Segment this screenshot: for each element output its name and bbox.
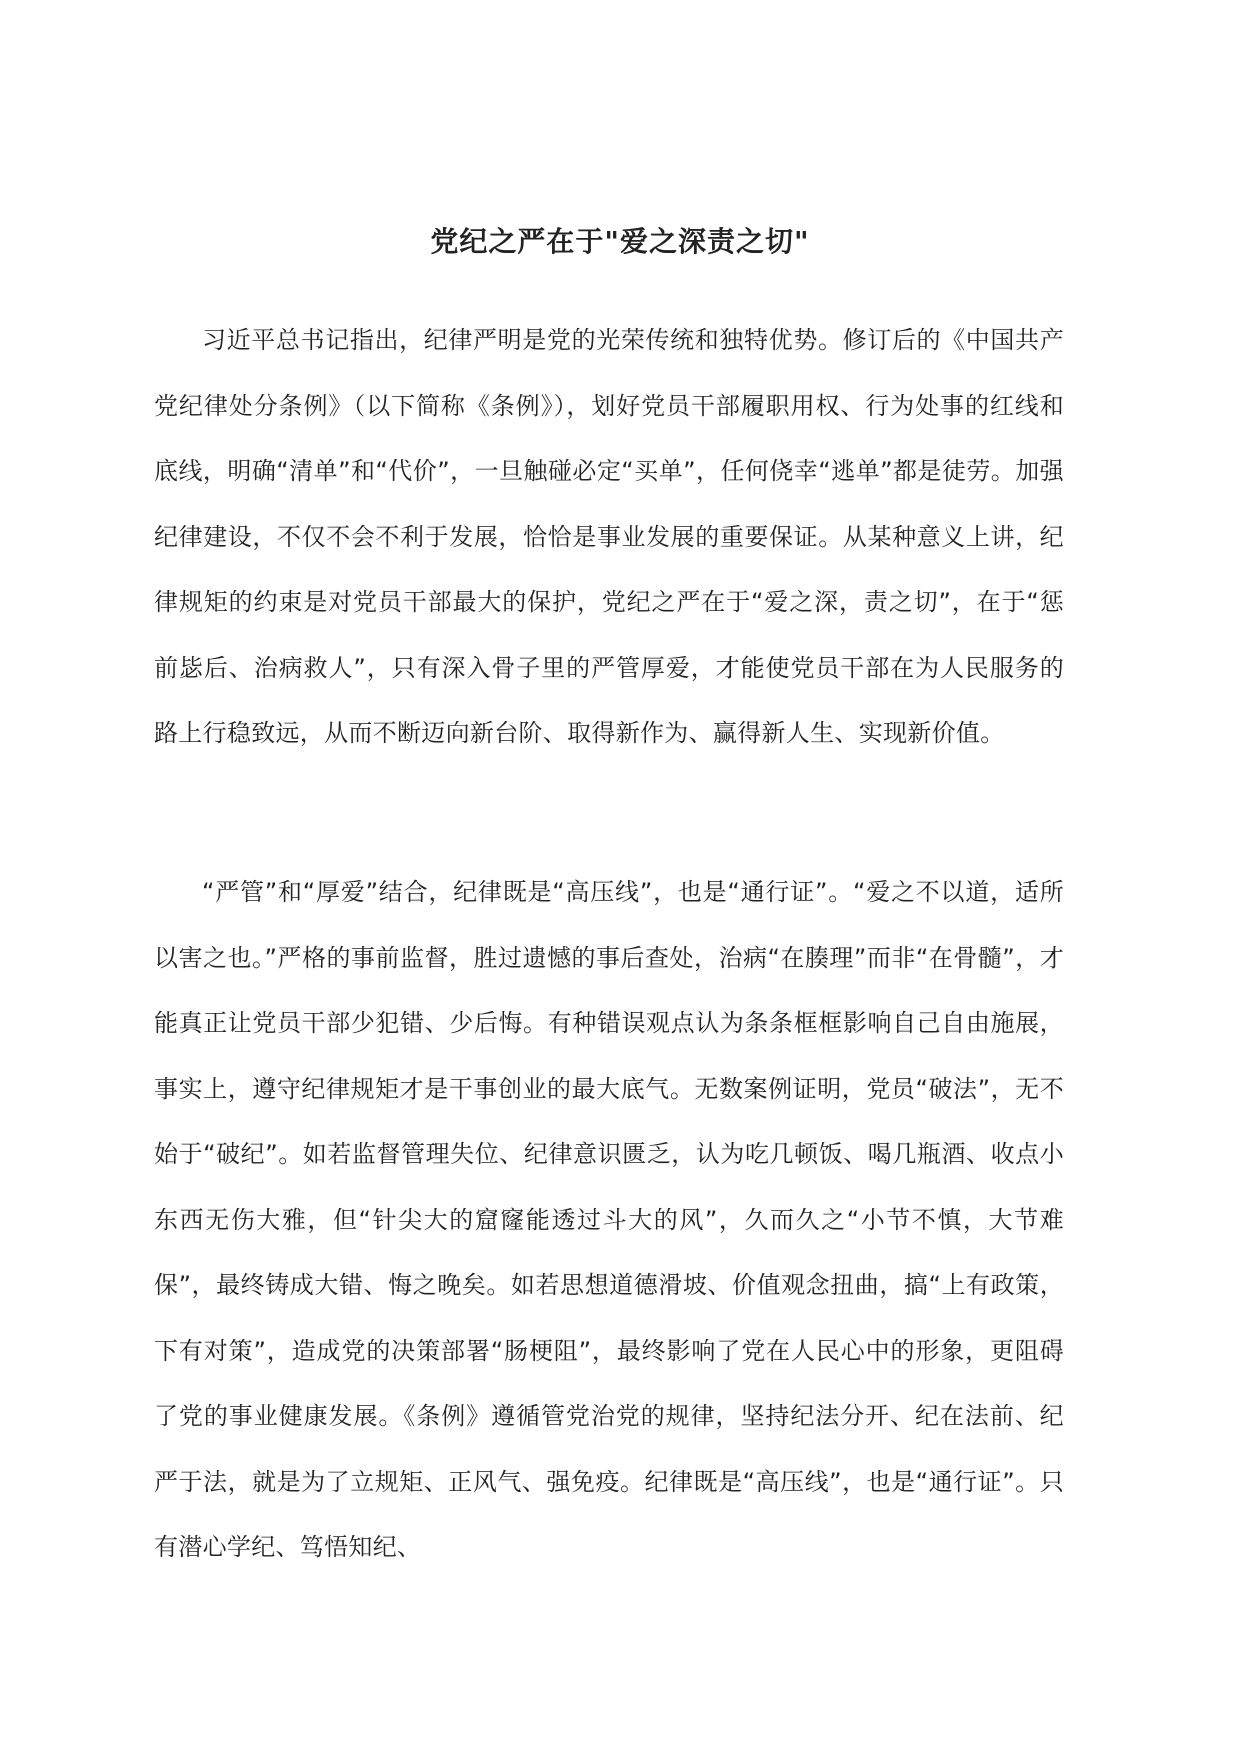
body-paragraph: “严管”和“厚爱”结合，纪律既是“高压线”，也是“通行证”。“爱之不以道，适所以害之也。”严格的事前监督，胜过遗憾的事后查处，治病“在腠理”而非“在骨髓”，才能真正让党员干部少犯错、少后悔。有种错误观点认为条条框框影响自己自由施展，事实上，遵守纪律规矩才是干事创业的最大底气。无数案例证明，党员“破法”，无不始于“破纪”。如若监督管理失位、纪律意识匮乏，认为吃几顿饭、喝几瓶酒、收点小东西无伤大雅，但“针尖大的窟窿能透过斗大的风”，久而久之“小节不慎，大节难保”，最终铸成大错、悔之晚矣。如若思想道德滑坡、价值观念扭曲，搞“上有政策，下有对策”，造成党的决策部署“肠梗阻”，最终影响了党在人民心中的形象，更阻碍了党的事业健康发展。《条例》遵循管党治党的规律，坚持纪法分开、纪在法前、纪严于法，就是为了立规矩、正风气、强免疫。纪律既是“高压线”，也是“通行证”。只有潜心学纪、笃悟知纪、 — [154, 878, 1064, 1561]
body-paragraph: 习近平总书记指出，纪律严明是党的光荣传统和独特优势。修订后的《中国共产党纪律处分条例》（以下简称《条例》），划好党员干部履职用权、行为处事的红线和底线，明确“清单”和“代价”，一旦触碰必定“买单”，任何侥幸“逃单”都是徒劳。加强纪律建设，不仅不会不利于发展，恰恰是事业发展的重要保证。从某种意义上讲，纪律规矩的约束是对党员干部最大的保护，党纪之严在于“爱之深，责之切”，在于“惩前毖后、治病救人”，只有深入骨子里的严管厚爱，才能使党员干部在为人民服务的路上行稳致远，从而不断迈向新台阶、取得新作为、赢得新人生、实现新价值。 — [154, 326, 1064, 747]
document-title: 党纪之严在于"爱之深责之切" — [430, 225, 810, 258]
